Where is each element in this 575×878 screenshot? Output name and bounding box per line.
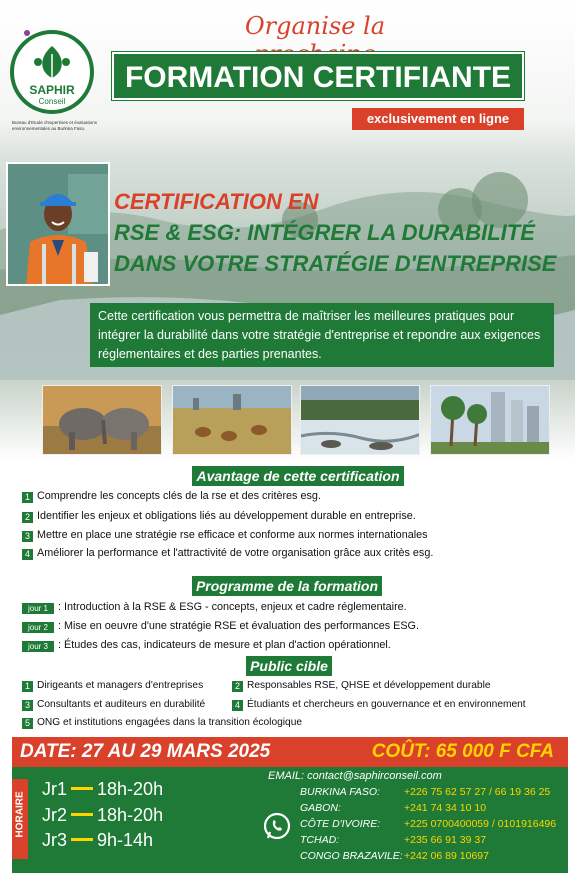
list-item: 1 Dirigeants et managers d'entreprises <box>22 680 203 692</box>
footer <box>12 767 568 873</box>
programme-heading: Programme de la formation <box>192 576 382 596</box>
contact-phone[interactable]: +226 75 62 57 27 / 66 19 36 25 <box>404 786 551 798</box>
contact-phone[interactable]: +242 06 89 10697 <box>404 850 489 862</box>
antelopes-photo <box>172 385 292 455</box>
city-palms-photo <box>430 385 550 455</box>
worker-photo <box>6 162 110 286</box>
logo-name: SAPHIR <box>29 83 75 97</box>
contact-country: TCHAD: <box>300 834 340 846</box>
contact-country: CÔTE D'IVOIRE: <box>300 818 381 830</box>
list-item: 4 Étudiants et chercheurs en gouvernance et en environnement <box>232 699 526 711</box>
certification-title <box>114 186 556 279</box>
list-item: jour 2 : Mise en oeuvre d'une stratégie RSE et évaluation des performances ESG. <box>22 620 419 633</box>
date-text: DATE: 27 AU 29 MARS 2025 <box>20 741 271 762</box>
saphir-logo <box>8 28 96 118</box>
contact-phone[interactable]: +225 0700400059 / 0101916496 <box>404 818 557 830</box>
contact-phone[interactable]: +241 74 34 10 10 <box>404 802 487 814</box>
list-item: 3 Consultants et auditeurs en durabilité <box>22 699 205 711</box>
certification-title-line2: RSE & ESG: INTÉGRER LA DURABILITÉ <box>114 220 535 245</box>
schedule-row: Jr2 18h-20h <box>42 805 164 825</box>
list-item: jour 1 : Introduction à la RSE & ESG - concepts, enjeux et cadre réglementaire. <box>22 601 407 614</box>
avantages-heading: Avantage de cette certification <box>192 466 404 486</box>
certification-title-line3: DANS VOTRE STRATÉGIE D'ENTREPRISE <box>114 251 557 276</box>
whatsapp-icon <box>262 811 292 841</box>
banner-title: FORMATION CERTIFIANTE <box>112 52 524 100</box>
horaire-tab <box>12 779 28 859</box>
contact-phone[interactable]: +235 66 91 39 37 <box>404 834 487 846</box>
certification-title-line1: CERTIFICATION EN <box>114 189 319 214</box>
waterfall-photo <box>300 385 420 455</box>
email-text[interactable]: EMAIL: contact@saphirconseil.com <box>268 770 442 782</box>
list-item: 4 Améliorer la performance et l'attractivité de votre organisation grâce aux critès esg. <box>22 547 433 560</box>
list-item: 2 Identifier les enjeux et obligations liés au développement durable en entreprise. <box>22 510 416 523</box>
elephants-photo <box>42 385 162 455</box>
list-item: 1 Comprendre les concepts clés de la rse et des critères esg. <box>22 490 321 503</box>
photo-strip <box>42 385 552 455</box>
public-heading: Public cible <box>246 656 332 676</box>
date-cost-bar <box>12 737 568 767</box>
online-badge: exclusivement en ligne <box>352 108 524 130</box>
logo-sub: Conseil <box>38 97 66 106</box>
logo-tagline: Bureau d'Etude d'expertises et évaluations environnementales au Burkina Faso. <box>12 120 98 131</box>
description-box: Cette certification vous permettra de maîtriser les meilleures pratiques pour intégrer la durabilité dans votre stratégie d'entreprise et repondre aux exigences réglementaires et des parties prenantes. <box>90 303 554 367</box>
list-item: 2 Responsables RSE, QHSE et développement durable <box>232 680 491 692</box>
list-item: 3 Mettre en place une stratégie rse efficace et conforme aux normes internationales <box>22 529 428 542</box>
cost-text: COÛT: 65 000 F CFA <box>371 741 554 762</box>
contact-country: BURKINA FASO: <box>300 786 380 798</box>
contact-country: CONGO BRAZAVILE: <box>300 850 403 862</box>
script-title: Organise la <box>244 12 386 40</box>
horaire-label: HORAIRE <box>14 791 26 838</box>
list-item: jour 3 : Études des cas, indicateurs de mesure et plan d'action opérationnel. <box>22 639 391 652</box>
contact-country: GABON: <box>300 802 341 814</box>
schedule-row: Jr3 9h-14h <box>42 830 154 850</box>
list-item: 5 ONG et institutions engagées dans la transition écologique <box>22 717 302 729</box>
schedule-row: Jr1 18h-20h <box>42 779 164 799</box>
